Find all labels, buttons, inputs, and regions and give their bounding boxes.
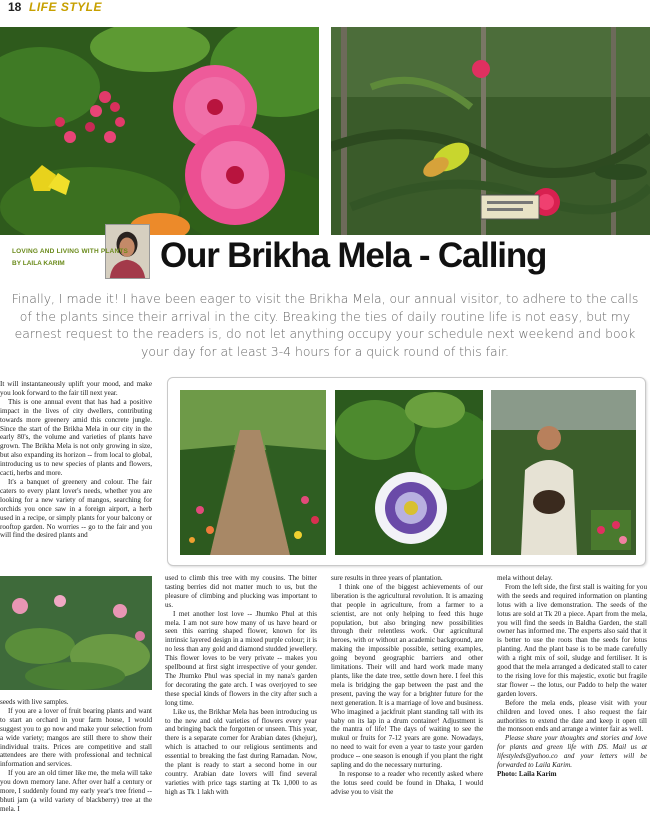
paragraph: Before the mela ends, please visit with your children and loved ones. I also request the fair authorities to extend the date and keep it open till the monsoon ends and arrange a winter fair as well. <box>497 698 647 734</box>
article-intro: Finally, I made it! I have been eager to visit the Brikha Mela, our annual visitor, to adhere to the calls of the plants since their arrival in the city. Breaking the ties of daily routine life is not easy, but my earnest request to the readers is, do not let anything occupy your schedule next weekend and book your day for at least 3-4 hours for a quick round of this fair. <box>11 291 639 359</box>
article-kicker: LOVING AND LIVING WITH PLANTS <box>12 248 129 255</box>
article-headline: Our Brikha Mela - Calling <box>160 236 547 275</box>
section-name: LIFE STYLE <box>29 0 103 14</box>
reader-note: Please share your thoughts and stories and love for plants and green life with DS. Mail us at lifestyleds@yahoo.co and your letters will be forwarded to Laila Karim. <box>497 734 647 770</box>
article-byline: BY LAILA KARIM <box>12 260 65 267</box>
paragraph: It's a banquet of greenery and colour. The fair caters to every plant lover's needs, whether you are looking for a new variety of mangos, searching for orchids you once saw in a foreign airport, a herb used in a recipe, or simply plants for your balcony or rooftop garden. No worries -- go to the fair and you will find the desired plants and <box>0 477 152 540</box>
article-column-1-top <box>0 380 152 540</box>
paragraph: In response to a reader who recently asked where the lotus seed could be found in Dhaka, I would advise you to visit the <box>331 769 483 796</box>
photo-water-lilies <box>0 576 152 690</box>
paragraph: Like us, the Brikhar Mela has been introducing us to the new and old varieties of flowers every year and bringing back the forgotten or unseen. This year, there is a separate corner for Arabian dates (khejur), which is attached to our religious sentiments and essential to breaking the fast during Ramadan. Now, the plant is ready to start a second home in our country. Arabian date lovers will find several varieties with price tags starting at Tk 1,000 to as high as Tk 1 lakh with <box>165 707 317 796</box>
paragraph: From the left side, the first stall is waiting for you with the seeds and required information on planting lotus with a live demonstration. The seeds of the lotus are sold at Tk 20 a piece. Apart from the mela, you will find the seeds in Baldha Garden, the stall owner has informed me. The experts also said that it is better to use the roots than the seeds for lotus planting. And the plant base is to be made carefully with a right mix of soil, sludge and fertiliser. It is good that the mela arranged a dedicated stall to cater to the rising love for this majestic, exotic but fragile star flower -- the lotus, our Paddo to help the water garden lovers. <box>497 582 647 698</box>
article-column-2 <box>165 574 317 797</box>
paragraph: It will instantaneously uplift your mood, and make you look forward to the fair till next year. <box>0 380 152 397</box>
article-column-3 <box>331 574 483 797</box>
paragraph: mela without delay. <box>497 574 553 582</box>
paragraph: seeds with live samples. <box>0 698 69 706</box>
photo-hibiscus <box>0 27 319 235</box>
paragraph: This is one annual event that has had a positive impact in the lives of city dwellers, contributing towards more greenery amid this concrete jungle. Since the start of the Brikha Mela in our city in the early 80's, the volume and varieties of plants have grown. The Brikha Mela is not only growing in size, but also expanding its horizon -- from local to global, introducing us to new species of plants and flowers, cacti, herbs and more. <box>0 397 152 478</box>
paragraph: sure results in three years of plantation. <box>331 574 443 582</box>
photo-passion-flower <box>335 390 483 555</box>
page-number: 18 <box>8 0 22 14</box>
article-column-1-bottom <box>0 698 152 814</box>
paragraph: used to climb this tree with my cousins. The bitter tasting berries did not matter much to us, but the pleasure of climbing and plucking was important to us. <box>165 574 317 609</box>
photo-vendor <box>491 390 636 555</box>
paragraph: I met another lost love -- Jhumko Phul at this mela. I am not sure how many of us have heard or seen this earring shaped flower, known for its intrinsic layered design in a mixed purple colour; it is no less than any gold and diamond studded jewellery. This flower loves to be very private -- makes you spellbound at first sight irrespective of your gender. The Jhumko Phul was special in my nana's garden for decorating the gate arch. I was overjoyed to see these special kinds of flowers in the city after such a long time. <box>165 609 317 707</box>
page-header <box>0 0 650 14</box>
paragraph: I think one of the biggest achievements of our liberation is the agricultural revolution. It is amazing that people in agriculture, from a farmer to a scientist, are not only helping to feed this huge population, but also bringing new possibilities through their relentless work. Our agricultural heroes, with or without an academic background, are making the impossible possible, setting examples, going beyond geographic barriers and other limitations. Their will and hard work made many plants, like the date tree, settle down here. I feel this mela is bridging the gap between the past and the present, paving the way for a brighter future for the next generation. It is a marriage of love and business. Who imagined a jackfruit plant standing tall with its baby on its lap in a drum container! Adjustment is the mantra of life! The days of waiting to see the mukul or fruits for 7-12 years are gone. Nowadays, no need to wait for even a year to taste your garden produce -- one season is enough if you plant the right sapling and do the necessary nurturing. <box>331 582 483 770</box>
article-column-4 <box>497 574 647 779</box>
paragraph: If you are an old timer like me, the mela will take you down memory lane. After over half a century or more, I suddenly found my early year's tree friend -- bhuti jam (a wild variety of blackberry) tree at the mela. I <box>0 769 152 813</box>
photo-credit: Photo: Laila Karim <box>497 769 557 778</box>
paragraph: If you are a lover of fruit bearing plants and want to start an orchard in your farm house, I would suggest you to go now and make your selection from a wide variety; mangos are still there to show their individual traits. Prices are competitive and stall attendees are there with professional and technical information and services. <box>0 706 152 769</box>
photo-garden-path <box>180 390 326 555</box>
photo-cactus-flower <box>331 27 650 235</box>
